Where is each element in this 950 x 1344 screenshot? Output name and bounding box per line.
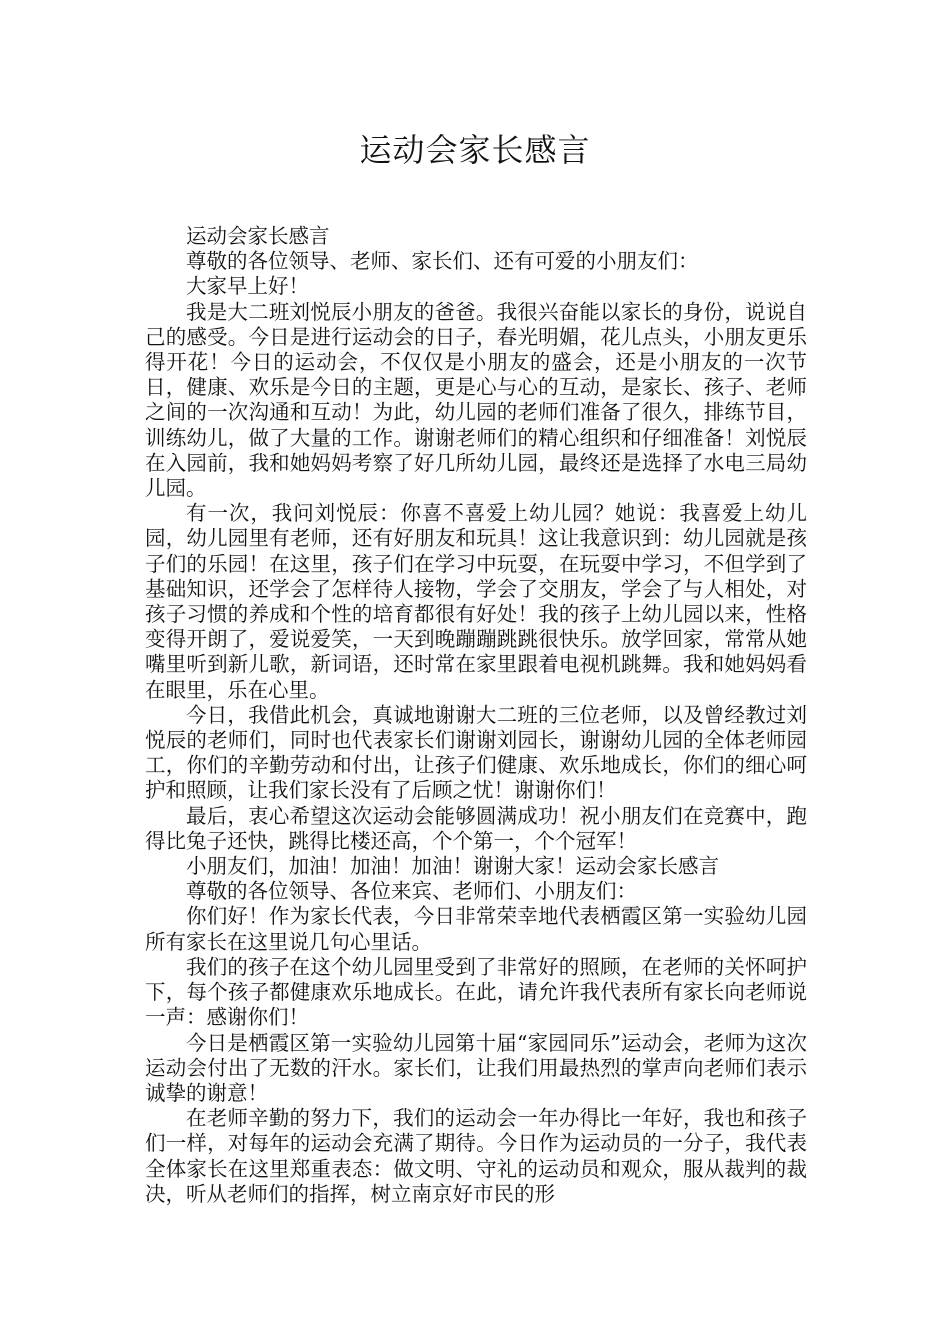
- paragraph: 最后，衷心希望这次运动会能够圆满成功！祝小朋友们在竞赛中，跑得比兔子还快，跳得比楼还高，个个第一，个个冠军！: [145, 803, 807, 853]
- paragraph: 尊敬的各位领导、各位来宾、老师们、小朋友们：: [186, 879, 637, 904]
- paragraph: 今日是栖霞区第一实验幼儿园第十届“家园同乐”运动会，老师为这次运动会付出了无数的汗水。家长们，让我们用最热烈的掌声向老师们表示诚挚的谢意！: [145, 1030, 807, 1105]
- paragraph: 有一次，我问刘悦辰：你喜不喜爱上幼儿园？她说：我喜爱上幼儿园，幼儿园里有老师，还有好朋友和玩具！这让我意识到：幼儿园就是孩子们的乐园！在这里，孩子们在学习中玩耍，在玩耍中学习，不但学到了基础知识，还学会了怎样待人接物，学会了交朋友，学会了与人相处，对孩子习惯的养成和个性的培育都很有好处！我的孩子上幼儿园以来，性格变得开朗了，爱说爱笑，一天到晚蹦蹦跳跳很快乐。放学回家，常常从她嘴里听到新儿歌，新词语，还时常在家里跟着电视机跳舞。我和她妈妈看在眼里，乐在心里。: [145, 501, 807, 702]
- paragraph: 在老师辛勤的努力下，我们的运动会一年办得比一年好，我也和孩子们一样，对每年的运动会充满了期待。今日作为运动员的一分子，我代表全体家长在这里郑重表态：做文明、守礼的运动员和观众，服从裁判的裁决，听从老师们的指挥，树立南京好市民的形: [145, 1106, 807, 1206]
- paragraph-heading: 运动会家长感言: [186, 224, 330, 248]
- paragraph-greeting-1: 尊敬的各位领导、老师、家长们、还有可爱的小朋友们：: [186, 249, 699, 274]
- paragraph: 今日，我借此机会，真诚地谢谢大二班的三位老师，以及曾经教过刘悦辰的老师们，同时也代表家长们谢谢刘园长，谢谢幼儿园的全体老师园工，你们的辛勤劳动和付出，让孩子们健康、欢乐地成长，你们的细心呵护和照顾，让我们家长没有了后顾之忧！谢谢你们！: [145, 702, 807, 803]
- paragraph: 小朋友们，加油！加油！加油！谢谢大家！运动会家长感言: [186, 854, 719, 879]
- paragraph: 我是大二班刘悦辰小朋友的爸爸。我很兴奋能以家长的身份，说说自己的感受。今日是进行运动会的日子，春光明媚，花儿点头，小朋友更乐得开花！今日的运动会，不仅仅是小朋友的盛会，还是小朋友的一次节日，健康、欢乐是今日的主题，更是心与心的互动，是家长、孩子、老师之间的一次沟通和互动！为此，幼儿园的老师们准备了很久，排练节目，训练幼儿，做了大量的工作。谢谢老师们的精心组织和仔细准备！刘悦辰在入园前，我和她妈妈考察了好几所幼儿园，最终还是选择了水电三局幼儿园。: [145, 299, 807, 501]
- document-title: 运动会家长感言: [359, 131, 591, 169]
- paragraph-greeting-2: 大家早上好！: [186, 274, 309, 299]
- document-body: [145, 224, 807, 1207]
- paragraph: 你们好！作为家长代表，今日非常荣幸地代表栖霞区第一实验幼儿园所有家长在这里说几句心里话。: [145, 904, 807, 954]
- paragraph: 我们的孩子在这个幼儿园里受到了非常好的照顾，在老师的关怀呵护下，每个孩子都健康欢乐地成长。在此，请允许我代表所有家长向老师说一声：感谢你们！: [145, 954, 807, 1030]
